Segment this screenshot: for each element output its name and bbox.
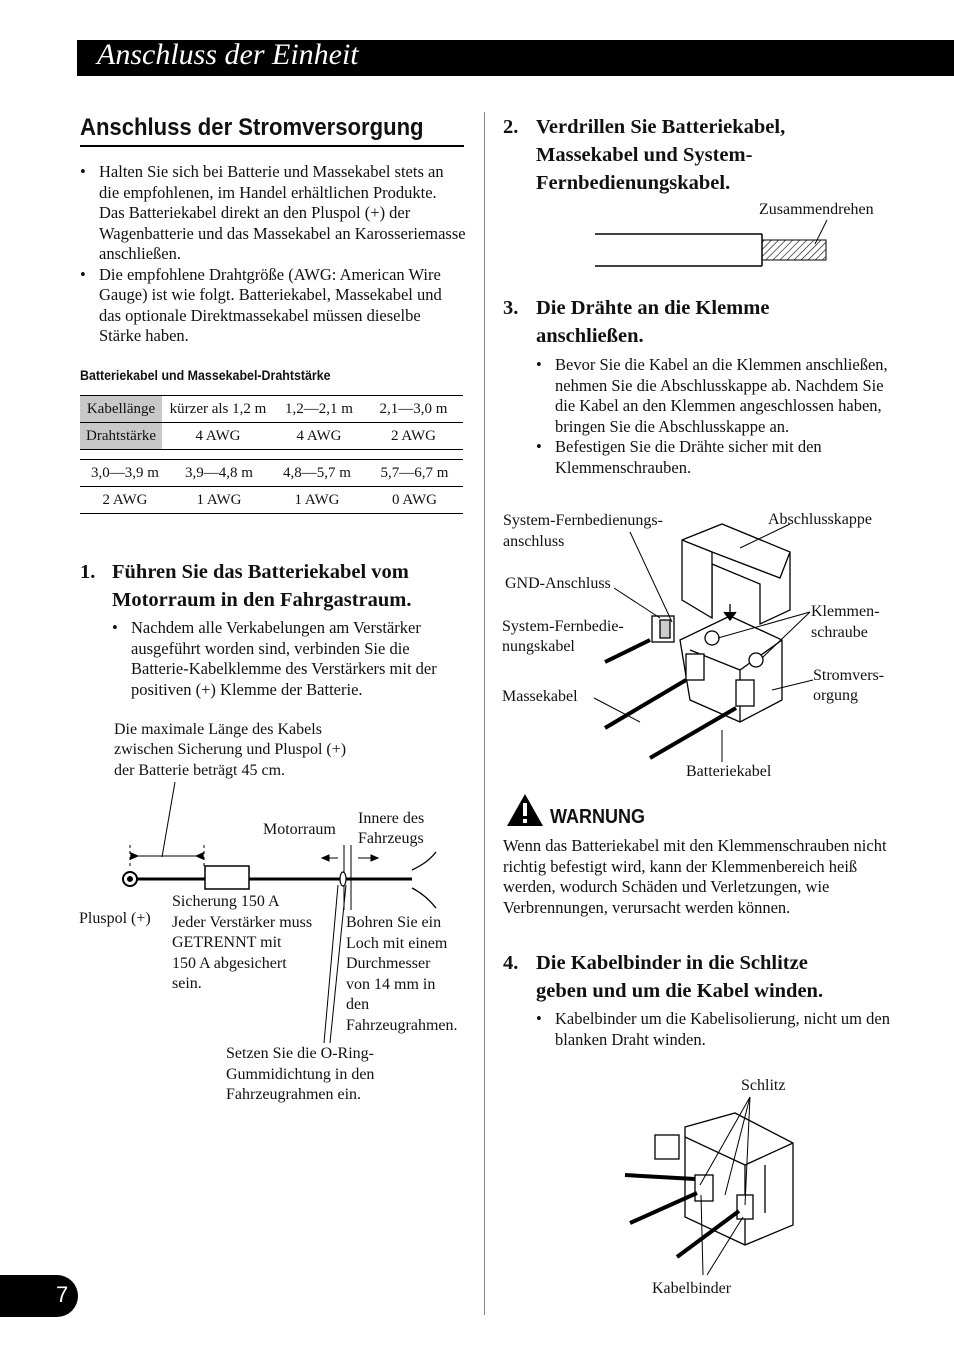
section-title: Anschluss der Stromversorgung [80, 114, 424, 141]
fuse-label-2: Jeder Verstärker muss [172, 914, 313, 931]
step1-title: Führen Sie das Batteriekabel vom Motorraum in den Fahrgastraum. [112, 561, 412, 611]
warning-icon [505, 792, 545, 828]
table-cell: 1,2—2,1 m [285, 400, 353, 417]
drill-label-6: Fahrzeugrahmen. [346, 1017, 458, 1034]
drill-label-2: Loch mit einem [346, 935, 448, 952]
step2-number: 2. [503, 116, 519, 138]
gnd-terminal-label: GND-Anschluss [505, 575, 611, 592]
table-cell: 4 AWG [296, 427, 342, 444]
table-cell: 2,1—3,0 m [379, 400, 448, 417]
terminal-block-diagram [490, 500, 910, 770]
drill-label-5: den [346, 996, 370, 1013]
table-cell: 3,0—3,9 m [91, 464, 159, 481]
battery-wiring-diagram [0, 0, 484, 1120]
table-cell: 4,8—5,7 m [283, 464, 351, 481]
drill-label-4: von 14 mm in [346, 976, 436, 993]
oring-label-2: Gummidichtung in den [226, 1066, 375, 1083]
remote-cable-label-2: nungskabel [502, 638, 575, 655]
cable-tie-diagram [615, 1095, 815, 1280]
warning-text: Wenn das Batteriekabel mit den Klemmenschrauben nicht richtig befestigt wird, kann der Klemmenbereich heiß werden, wodurch Schäden und Verletzungen, wie Verbrennungen, verursacht werden können. [503, 836, 887, 917]
max-length-note-3: der Batterie beträgt 45 cm. [114, 762, 286, 779]
end-cap-label: Abschlusskappe [768, 511, 872, 528]
warning-title: WARNUNG [550, 806, 645, 828]
step3-number: 3. [503, 297, 519, 319]
step2-title-line3: Fernbedienungskabel. [536, 172, 731, 194]
twisted-wire-diagram [585, 214, 835, 274]
remote-cable-label-1: System-Fernbedie- [502, 618, 624, 635]
fuse-label-3: GETRENNT mit [172, 934, 282, 951]
step3-title-line1: Die Drähte an die Klemme [536, 297, 770, 319]
step4-bullets [536, 1009, 892, 1050]
drill-label-3: Durchmesser [346, 955, 431, 972]
step3-title-line2: anschließen. [536, 325, 644, 347]
cable-tie-label: Kabelbinder [652, 1280, 732, 1297]
step4-number: 4. [503, 952, 519, 974]
power-supply-label-2: orgung [813, 687, 859, 704]
page-header-title: Anschluss der Einheit [97, 38, 359, 71]
battery-cable-label: Batteriekabel [686, 763, 772, 780]
step4-title-line1: Die Kabelbinder in die Schlitze [536, 952, 808, 974]
table-cell: Drahtstärke [80, 423, 162, 450]
intro-bullet-1: • Halten Sie sich bei Batterie und Massekabel stets an die empfohlenen, im Handel erhältlichen Produkte. Das Batteriekabel direkt an den Pluspol (+) der Wagenbatterie und das Massekabel an Karosseriemasse anschließen. [80, 162, 466, 265]
step1-number: 1. [80, 561, 96, 583]
table-cell: 1 AWG [294, 491, 340, 508]
interior-label-1: Innere des [358, 810, 425, 827]
step1-bullet: • Nachdem alle Verkabelungen am Verstärker ausgeführt worden sind, verbinden Sie die Batterie-Kabelklemme des Verstärkers mit der positiven (+) Klemme der Batterie. [112, 618, 464, 700]
oring-label-1: Setzen Sie die O-Ring- [226, 1045, 374, 1062]
positive-terminal-label: Pluspol (+) [79, 910, 151, 927]
fuse-label-5: sein. [172, 975, 202, 992]
oring-label-3: Fahrzeugrahmen ein. [226, 1086, 362, 1103]
power-supply-label-1: Stromvers- [813, 667, 885, 684]
table-heading: Batteriekabel und Massekabel-Drahtstärke [80, 368, 331, 383]
fuse-label-1: Sicherung 150 A [172, 893, 280, 910]
step3-bullet-1: • Bevor Sie die Kabel an die Klemmen anschließen, nehmen Sie die Abschlusskappe ab. Nachdem Sie die Kabel an den Klemmen angeschlossen haben, bringen Sie die Abschlusskappe an. [536, 355, 892, 437]
step4-bullet: • Kabelbinder um die Kabelisolierung, nicht um den blanken Draht winden. [536, 1009, 892, 1050]
step2-title-line1: Verdrillen Sie Batteriekabel, [536, 116, 786, 138]
table-cell: Kabellänge [80, 396, 162, 423]
engine-room-label: Motorraum [263, 821, 336, 838]
slot-label: Schlitz [741, 1077, 786, 1094]
table-cell: 1 AWG [196, 491, 242, 508]
step3-bullets [536, 355, 892, 478]
table-cell: 4 AWG [195, 427, 241, 444]
table-cell: 0 AWG [391, 491, 438, 508]
remote-connector-label-1: System-Fernbedienungs- [503, 512, 663, 529]
terminal-screw-label-1: Klemmen- [811, 603, 880, 620]
table-cell: 2 AWG [390, 427, 437, 444]
max-length-note-2: zwischen Sicherung und Pluspol (+) [114, 741, 347, 758]
column-divider [484, 112, 485, 1315]
step4-title-line2: geben und um die Kabel winden. [536, 980, 824, 1002]
intro-bullet-2: • Die empfohlene Drahtgröße (AWG: American Wire Gauge) ist wie folgt. Batteriekabel, Massekabel und das optionale Direktmassekabel müssen dieselbe Stärke haben. [80, 265, 466, 347]
table-cell: 2 AWG [102, 491, 148, 508]
terminal-screw-label-2: schraube [811, 624, 868, 641]
fuse-label-4: 150 A abgesichert [172, 955, 287, 972]
table-cell: 3,9—4,8 m [185, 464, 253, 481]
step3-bullet-2: • Befestigen Sie die Drähte sicher mit den Klemmenschrauben. [536, 437, 892, 478]
remote-connector-label-2: anschluss [503, 533, 565, 550]
step2-title-line2: Massekabel und System- [536, 144, 753, 166]
page-number: 7 [56, 1282, 69, 1307]
interior-label-2: Fahrzeugs [358, 830, 424, 847]
twist-label: Zusammendrehen [759, 201, 874, 218]
table-cell: 5,7—6,7 m [380, 464, 449, 481]
drill-label-1: Bohren Sie ein [346, 914, 442, 931]
max-length-note-1: Die maximale Länge des Kabels [114, 721, 322, 738]
ground-cable-label: Massekabel [502, 688, 578, 705]
table-cell: kürzer als 1,2 m [169, 400, 267, 417]
